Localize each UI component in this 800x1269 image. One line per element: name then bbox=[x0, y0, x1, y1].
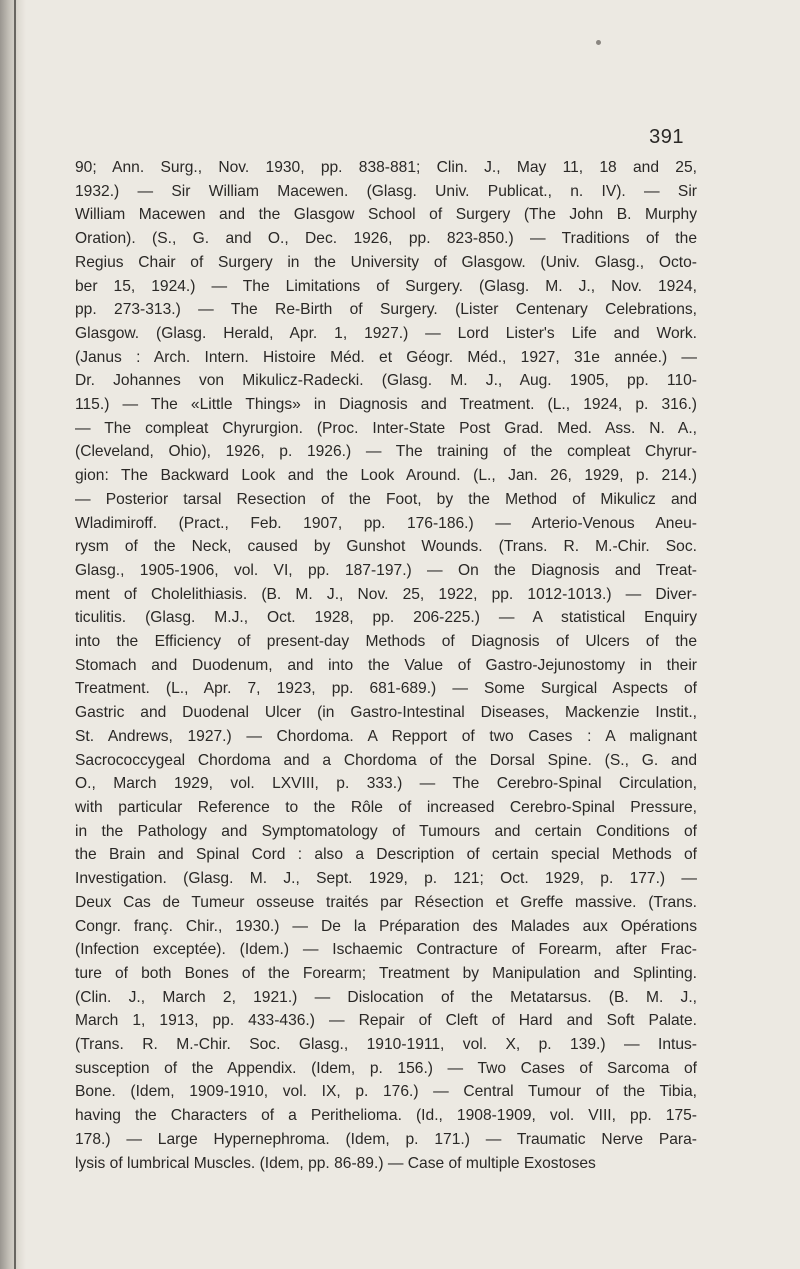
text-line: the Brain and Spinal Cord : also a Description of certain special Methods of bbox=[75, 846, 697, 864]
text-line: susception of the Appendix. (Idem, p. 156.) — Two Cases of Sarcoma of bbox=[75, 1059, 697, 1077]
text-line: Dr. Johannes von Mikulicz-Radecki. (Glasg. M. J., Aug. 1905, pp. 110- bbox=[75, 372, 697, 390]
text-line: into the Efficiency of present-day Methods of Diagnosis of Ulcers of the bbox=[75, 633, 697, 651]
text-line: — The compleat Chyrurgion. (Proc. Inter-State Post Grad. Med. Ass. N. A., bbox=[75, 419, 697, 437]
text-line: Congr. franç. Chir., 1930.) — De la Préparation des Malades aux Opérations bbox=[75, 917, 697, 935]
text-line: Glasg., 1905-1906, vol. VI, pp. 187-197.) — On the Diagnosis and Treat- bbox=[75, 561, 697, 579]
text-line: Bone. (Idem, 1909-1910, vol. IX, p. 176.) — Central Tumour of the Tibia, bbox=[75, 1083, 697, 1101]
text-line: in the Pathology and Symptomatology of Tumours and certain Conditions of bbox=[75, 822, 697, 840]
text-line: Treatment. (L., Apr. 7, 1923, pp. 681-689.) — Some Surgical Aspects of bbox=[75, 680, 697, 698]
paper-speck bbox=[596, 40, 601, 45]
text-line: 1932.) — Sir William Macewen. (Glasg. Univ. Publicat., n. IV). — Sir bbox=[75, 182, 697, 200]
text-line: lysis of lumbrical Muscles. (Idem, pp. 86-89.) — Case of multiple Exostoses bbox=[75, 1154, 596, 1172]
text-line: rysm of the Neck, caused by Gunshot Wounds. (Trans. R. M.-Chir. Soc. bbox=[75, 538, 697, 556]
bibliography-text bbox=[75, 156, 697, 1175]
text-line: Investigation. (Glasg. M. J., Sept. 1929, p. 121; Oct. 1929, p. 177.) — bbox=[75, 870, 697, 888]
text-line: Deux Cas de Tumeur osseuse traités par Résection et Greffe massive. (Trans. bbox=[75, 893, 697, 911]
text-line: Regius Chair of Surgery in the University of Glasgow. (Univ. Glasg., Octo- bbox=[75, 253, 697, 271]
text-line: ture of both Bones of the Forearm; Treatment by Manipulation and Splinting. bbox=[75, 964, 697, 982]
text-line: Wladimiroff. (Pract., Feb. 1907, pp. 176-186.) — Arterio-Venous Aneu- bbox=[75, 514, 697, 532]
text-line: O., March 1929, vol. LXVIII, p. 333.) — The Cerebro-Spinal Circulation, bbox=[75, 775, 697, 793]
text-line: ber 15, 1924.) — The Limitations of Surgery. (Glasg. M. J., Nov. 1924, bbox=[75, 277, 697, 295]
text-line: Oration). (S., G. and O., Dec. 1926, pp. 823-850.) — Traditions of the bbox=[75, 230, 697, 248]
text-line: 90; Ann. Surg., Nov. 1930, pp. 838-881; Clin. J., May 11, 18 and 25, bbox=[75, 159, 697, 176]
book-binding-edge bbox=[0, 0, 26, 1269]
text-line: Gastric and Duodenal Ulcer (in Gastro-Intestinal Diseases, Mackenzie Instit., bbox=[75, 704, 697, 722]
text-line: ticulitis. (Glasg. M.J., Oct. 1928, pp. 206-225.) — A statistical Enquiry bbox=[75, 609, 697, 627]
binding-shadow-line bbox=[14, 0, 16, 1269]
text-line: ment of Cholelithiasis. (B. M. J., Nov. 25, 1922, pp. 1012-1013.) — Diver- bbox=[75, 585, 697, 603]
text-line: William Macewen and the Glasgow School of Surgery (The John B. Murphy bbox=[75, 206, 697, 224]
text-line: — Posterior tarsal Resection of the Foot, by the Method of Mikulicz and bbox=[75, 490, 697, 508]
page-number: 391 bbox=[649, 126, 684, 148]
text-line: (Clin. J., March 2, 1921.) — Dislocation of the Metatarsus. (B. M. J., bbox=[75, 988, 697, 1006]
text-line: (Janus : Arch. Intern. Histoire Méd. et Géogr. Méd., 1927, 31e année.) — bbox=[75, 348, 697, 366]
text-line: Glasgow. (Glasg. Herald, Apr. 1, 1927.) — Lord Lister's Life and Work. bbox=[75, 324, 697, 342]
text-line: pp. 273-313.) — The Re-Birth of Surgery. (Lister Centenary Celebrations, bbox=[75, 301, 697, 319]
text-line: having the Characters of a Perithelioma. (Id., 1908-1909, vol. VIII, pp. 175- bbox=[75, 1107, 697, 1125]
text-line: gion: The Backward Look and the Look Around. (L., Jan. 26, 1929, p. 214.) bbox=[75, 467, 697, 485]
text-line: 115.) — The «Little Things» in Diagnosis and Treatment. (L., 1924, p. 316.) bbox=[75, 396, 697, 414]
text-line: (Cleveland, Ohio), 1926, p. 1926.) — The training of the compleat Chyrur- bbox=[75, 443, 697, 461]
text-line: with particular Reference to the Rôle of increased Cerebro-Spinal Pressure, bbox=[75, 798, 697, 816]
text-line: Stomach and Duodenum, and into the Value of Gastro-Jejunostomy in their bbox=[75, 656, 697, 674]
text-line: 178.) — Large Hypernephroma. (Idem, p. 171.) — Traumatic Nerve Para- bbox=[75, 1130, 697, 1148]
text-line: St. Andrews, 1927.) — Chordoma. A Repport of two Cases : A malignant bbox=[75, 727, 697, 745]
text-line: (Trans. R. M.-Chir. Soc. Glasg., 1910-1911, vol. X, p. 139.) — Intus- bbox=[75, 1036, 697, 1054]
text-line: Sacrococcygeal Chordoma and a Chordoma of the Dorsal Spine. (S., G. and bbox=[75, 751, 697, 769]
text-line: March 1, 1913, pp. 433-436.) — Repair of Cleft of Hard and Soft Palate. bbox=[75, 1012, 697, 1030]
text-line: (Infection exceptée). (Idem.) — Ischaemic Contracture of Forearm, after Frac- bbox=[75, 941, 697, 959]
